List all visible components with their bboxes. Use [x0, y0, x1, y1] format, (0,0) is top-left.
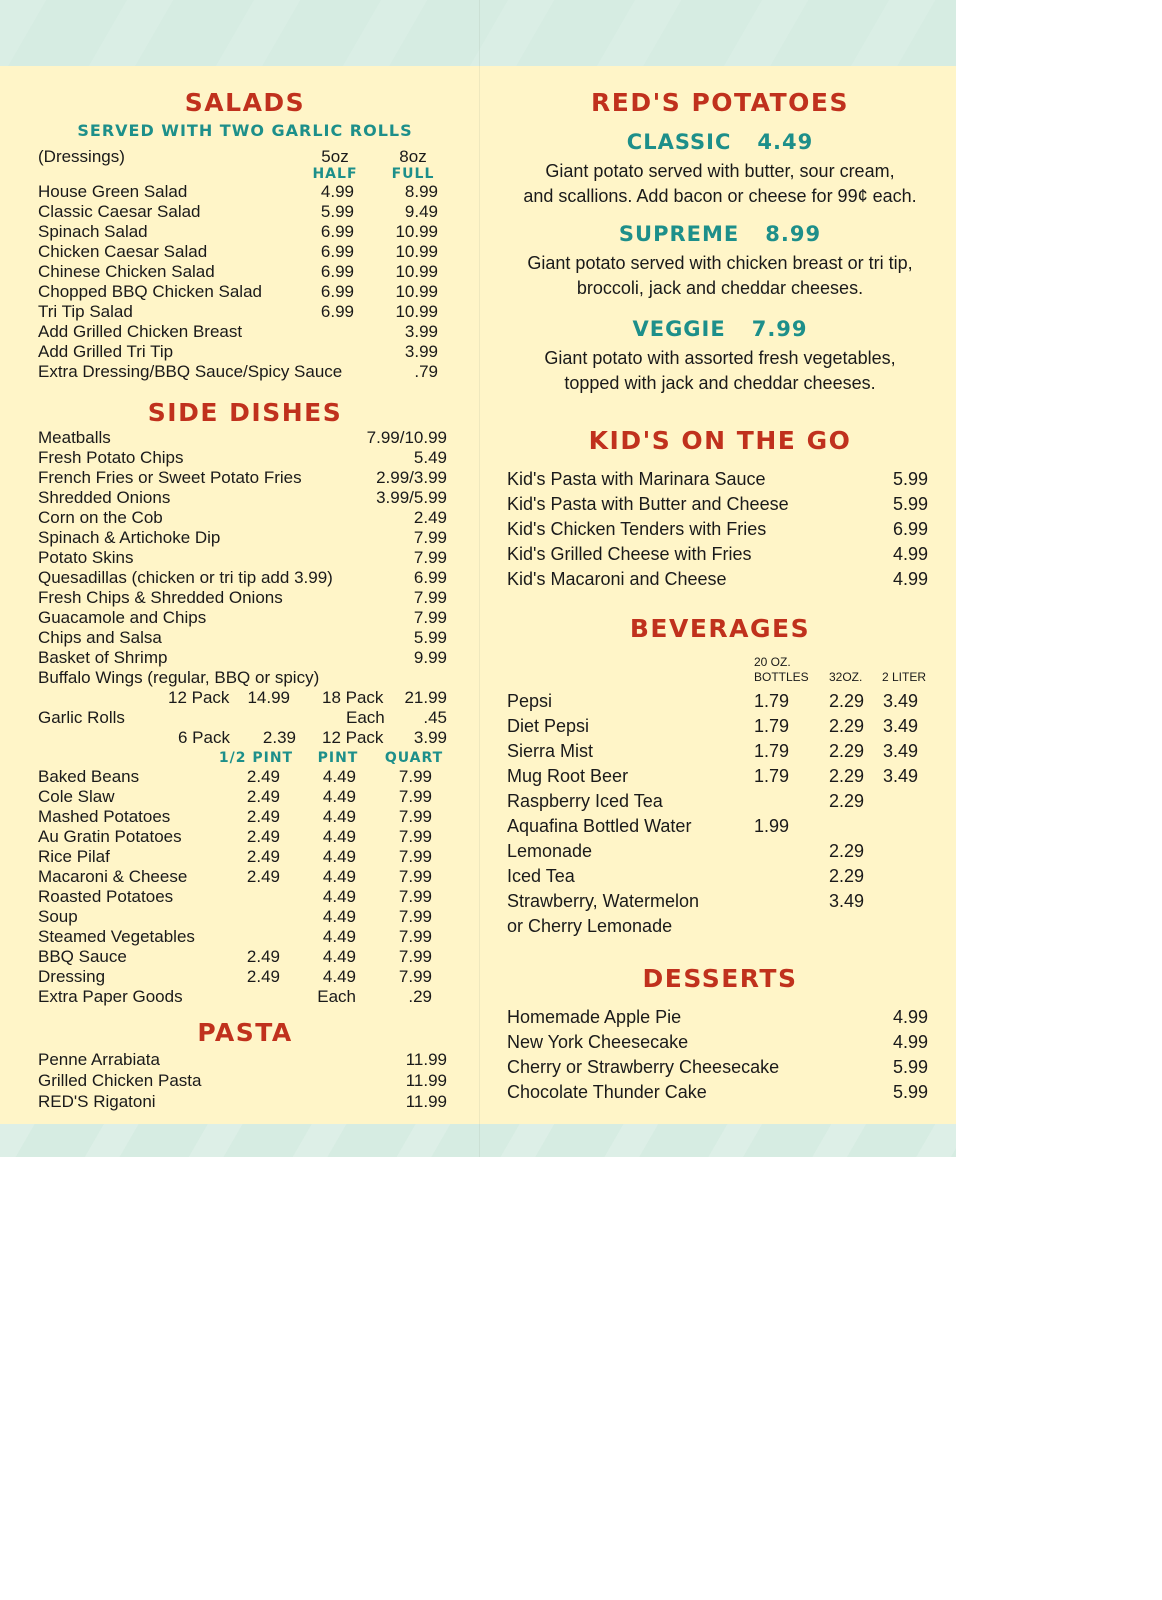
garlic-pack2-label: 12 Pack — [322, 728, 384, 747]
garlic-rolls-name: Garlic Rolls — [38, 708, 125, 727]
salad-item-name: Extra Dressing/BBQ Sauce/Spicy Sauce — [38, 362, 343, 381]
sized-side-name: Soup — [38, 907, 78, 926]
side-item-name: Guacamole and Chips — [38, 608, 207, 627]
sized-side-pint-price: Each — [317, 987, 356, 1006]
salads-subtitle: SERVED WITH TWO GARLIC ROLLS — [77, 121, 413, 140]
half-pint-header: 1/2 PINT — [218, 750, 294, 766]
sized-side-quart-price: 7.99 — [398, 947, 432, 966]
salad-item-full-price: 10.99 — [395, 302, 438, 321]
sized-side-half-pint-price: 2.49 — [246, 827, 280, 846]
beverage-2liter-price: 3.49 — [883, 716, 919, 736]
salad-item-full-price: .79 — [414, 362, 438, 381]
dessert-item-name: Chocolate Thunder Cake — [507, 1082, 707, 1102]
side-item-price: 6.99 — [413, 568, 447, 587]
dessert-item-price: 4.99 — [892, 1032, 928, 1052]
sized-side-quart-price: 7.99 — [398, 767, 432, 786]
bottles-header-line2: BOTTLES — [754, 670, 809, 684]
beverage-item-name: Iced Tea — [507, 866, 575, 886]
side-item-price: 5.49 — [413, 448, 447, 467]
beverage-32oz-price: 2.29 — [829, 716, 865, 736]
side-item-name: French Fries or Sweet Potato Fries — [38, 468, 302, 487]
potato-item-description-line1: Giant potato served with chicken breast or tri tip, — [527, 253, 913, 273]
sized-side-name: Dressing — [38, 967, 106, 986]
beverage-bottle-price: 1.99 — [754, 816, 790, 836]
sized-side-half-pint-price: 2.49 — [246, 807, 280, 826]
beverages-title: BEVERAGES — [629, 614, 811, 643]
side-item-price: 2.99/3.99 — [376, 468, 447, 487]
beverage-item-name: Sierra Mist — [507, 741, 594, 761]
sized-side-name: Roasted Potatoes — [38, 887, 174, 906]
quart-header: QUART — [384, 750, 444, 766]
kids-item-price: 6.99 — [892, 519, 928, 539]
salad-item-half-price: 6.99 — [320, 222, 354, 241]
potato-item-price: 4.49 — [757, 130, 814, 154]
salad-item-full-price: 8.99 — [404, 182, 438, 201]
buffalo-pack1-label: 12 Pack — [168, 688, 230, 707]
sized-side-half-pint-price: 2.49 — [246, 947, 280, 966]
potatoes-title: RED'S POTATOES — [591, 88, 849, 117]
beverage-32oz-price: 2.29 — [829, 691, 865, 711]
half-size-oz: 5oz — [321, 147, 349, 166]
beverage-item-name: Diet Pepsi — [507, 716, 590, 736]
side-item-name: Spinach & Artichoke Dip — [38, 528, 221, 547]
full-size-oz: 8oz — [399, 147, 427, 166]
sized-side-quart-price: 7.99 — [398, 847, 432, 866]
beverage-bottle-price: 1.79 — [754, 766, 790, 786]
pasta-item-name: Penne Arrabiata — [38, 1050, 160, 1069]
kids-item-price: 4.99 — [892, 569, 928, 589]
side-item-price: 3.99/5.99 — [376, 488, 447, 507]
side-item-price: 7.99 — [413, 548, 447, 567]
2liter-header: 2 LITER — [882, 670, 927, 684]
sized-side-name: Extra Paper Goods — [38, 987, 183, 1006]
pint-header: PINT — [317, 750, 359, 766]
sized-side-name: Rice Pilaf — [38, 847, 110, 866]
beverage-item-name: Aquafina Bottled Water — [507, 816, 692, 836]
sized-side-pint-price: 4.49 — [322, 807, 356, 826]
sized-side-pint-price: 4.49 — [322, 927, 356, 946]
beverage-32oz-price: 3.49 — [829, 891, 865, 911]
kids-item-name: Kid's Pasta with Butter and Cheese — [507, 494, 789, 514]
sized-side-name: Cole Slaw — [38, 787, 115, 806]
side-item-name: Fresh Potato Chips — [38, 448, 184, 467]
buffalo-pack2-label: 18 Pack — [322, 688, 384, 707]
beverage-item-name: Mug Root Beer — [507, 766, 629, 786]
salad-item-name: Spinach Salad — [38, 222, 148, 241]
side-item-name: Chips and Salsa — [38, 628, 162, 647]
pasta-item-price: 11.99 — [405, 1071, 447, 1090]
sized-side-name: Au Gratin Potatoes — [38, 827, 182, 846]
sized-side-pint-price: 4.49 — [322, 867, 356, 886]
potato-item-description-line2: broccoli, jack and cheddar cheeses. — [576, 278, 864, 298]
beverage-item-name: Strawberry, Watermelon — [507, 891, 700, 911]
sized-side-name: Macaroni & Cheese — [38, 867, 188, 886]
beverage-32oz-price: 2.29 — [829, 741, 865, 761]
dessert-item-name: Cherry or Strawberry Cheesecake — [507, 1057, 780, 1077]
salad-item-full-price: 10.99 — [395, 222, 438, 241]
desserts-title: DESSERTS — [642, 964, 798, 993]
garlic-pack1-price: 2.39 — [262, 728, 296, 747]
kids-item-name: Kid's Grilled Cheese with Fries — [507, 544, 752, 564]
salad-item-full-price: 10.99 — [395, 262, 438, 281]
beverage-item-name: Lemonade — [507, 841, 593, 861]
pasta-item-price: 11.99 — [405, 1050, 447, 1069]
full-label: FULL — [391, 166, 435, 182]
beverage-2liter-price: 3.49 — [883, 691, 919, 711]
beverage-32oz-price: 2.29 — [829, 791, 865, 811]
sized-side-pint-price: 4.49 — [322, 907, 356, 926]
side-item-price: 7.99 — [413, 588, 447, 607]
side-item-price: 7.99 — [413, 608, 447, 627]
potato-item-description-line1: Giant potato with assorted fresh vegetables, — [544, 348, 896, 368]
beverage-2liter-price: 3.49 — [883, 766, 919, 786]
potato-item-description-line2: topped with jack and cheddar cheeses. — [564, 373, 876, 393]
beverage-32oz-price: 2.29 — [829, 841, 865, 861]
side-item-name: Quesadillas (chicken or tri tip add 3.99) — [38, 568, 333, 587]
sized-side-quart-price: 7.99 — [398, 967, 432, 986]
salad-item-full-price: 3.99 — [404, 342, 438, 361]
garlic-each-label: Each — [346, 708, 385, 727]
sized-side-half-pint-price: 2.49 — [246, 787, 280, 806]
sized-side-half-pint-price: 2.49 — [246, 847, 280, 866]
sized-side-quart-price: 7.99 — [398, 927, 432, 946]
sized-side-quart-price: .29 — [408, 987, 432, 1006]
salad-item-name: Classic Caesar Salad — [38, 202, 201, 221]
sized-side-pint-price: 4.49 — [322, 767, 356, 786]
sized-side-name: Baked Beans — [38, 767, 140, 786]
bottles-header-line1: 20 OZ. — [754, 655, 791, 669]
salad-item-half-price: 6.99 — [320, 262, 354, 281]
sized-side-half-pint-price: 2.49 — [246, 867, 280, 886]
salads-title: SALADS — [184, 88, 306, 117]
potato-item-header — [520, 222, 920, 246]
dessert-item-name: New York Cheesecake — [507, 1032, 689, 1052]
sized-side-pint-price: 4.49 — [322, 947, 356, 966]
kids-item-price: 4.99 — [892, 544, 928, 564]
salad-item-half-price: 5.99 — [320, 202, 354, 221]
potato-item-header — [520, 317, 920, 341]
buffalo-pack1-price: 14.99 — [247, 688, 290, 707]
sized-side-pint-price: 4.49 — [322, 827, 356, 846]
salad-item-half-price: 6.99 — [320, 242, 354, 261]
potato-item-price: 8.99 — [765, 222, 822, 246]
garlic-each-price: .45 — [423, 708, 447, 727]
salad-item-full-price: 3.99 — [404, 322, 438, 341]
sized-side-pint-price: 4.49 — [322, 847, 356, 866]
kids-item-name: Kid's Macaroni and Cheese — [507, 569, 727, 589]
sized-side-quart-price: 7.99 — [398, 867, 432, 886]
side-item-price: 7.99/10.99 — [366, 428, 447, 447]
salad-item-name: Chopped BBQ Chicken Salad — [38, 282, 262, 301]
salad-item-name: House Green Salad — [38, 182, 188, 201]
beverage-32oz-price: 2.29 — [829, 866, 865, 886]
pasta-item-name: RED'S Rigatoni — [38, 1092, 156, 1111]
side-item-price: 5.99 — [413, 628, 447, 647]
beverage-bottle-price: 1.79 — [754, 741, 790, 761]
sized-side-quart-price: 7.99 — [398, 887, 432, 906]
salad-item-half-price: 6.99 — [320, 282, 354, 301]
salad-item-name: Chicken Caesar Salad — [38, 242, 208, 261]
side-item-price: 2.49 — [413, 508, 447, 527]
potato-item-name: CLASSIC — [626, 130, 732, 154]
beverage-item-name: Raspberry Iced Tea — [507, 791, 663, 811]
garlic-pack2-price: 3.99 — [413, 728, 447, 747]
sized-side-pint-price: 4.49 — [322, 887, 356, 906]
sized-side-quart-price: 7.99 — [398, 807, 432, 826]
dessert-item-price: 5.99 — [892, 1082, 928, 1102]
beverage-bottle-price: 1.79 — [754, 691, 790, 711]
side-item-name: Meatballs — [38, 428, 111, 447]
potato-item-name: VEGGIE — [632, 317, 726, 341]
side-item-name: Corn on the Cob — [38, 508, 163, 527]
dessert-item-name: Homemade Apple Pie — [507, 1007, 682, 1027]
sized-side-quart-price: 7.99 — [398, 787, 432, 806]
32oz-header: 32OZ. — [829, 670, 863, 684]
beverage-bottle-price: 1.79 — [754, 716, 790, 736]
beverage-32oz-price: 2.29 — [829, 766, 865, 786]
sized-side-half-pint-price: 2.49 — [246, 767, 280, 786]
salad-item-half-price: 4.99 — [320, 182, 354, 201]
salad-item-full-price: 10.99 — [395, 242, 438, 261]
potato-item-description-line1: Giant potato served with butter, sour cream, — [545, 161, 895, 181]
kids-item-price: 5.99 — [892, 469, 928, 489]
side-item-name: Potato Skins — [38, 548, 134, 567]
garlic-pack1-label: 6 Pack — [178, 728, 230, 747]
sized-side-pint-price: 4.49 — [322, 787, 356, 806]
dressings-label: (Dressings) — [38, 147, 125, 166]
kids-item-price: 5.99 — [892, 494, 928, 514]
sized-side-name: Mashed Potatoes — [38, 807, 171, 826]
beverage-item-name: or Cherry Lemonade — [507, 916, 673, 936]
potato-item-description-line2: and scallions. Add bacon or cheese for 99¢ each. — [523, 186, 917, 206]
kids-title: KID'S ON THE GO — [588, 426, 852, 455]
salad-item-full-price: 9.49 — [404, 202, 438, 221]
pasta-title: PASTA — [197, 1018, 293, 1047]
potato-item-name: SUPREME — [618, 222, 740, 246]
beverage-2liter-price: 3.49 — [883, 741, 919, 761]
salad-item-half-price: 6.99 — [320, 302, 354, 321]
salad-item-name: Add Grilled Tri Tip — [38, 342, 174, 361]
side-dishes-title: SIDE DISHES — [147, 398, 343, 427]
side-item-price: 9.99 — [413, 648, 447, 667]
beverage-item-name: Pepsi — [507, 691, 553, 711]
side-item-price: 7.99 — [413, 528, 447, 547]
side-item-name: Basket of Shrimp — [38, 648, 168, 667]
kids-item-name: Kid's Chicken Tenders with Fries — [507, 519, 767, 539]
salad-item-name: Tri Tip Salad — [38, 302, 133, 321]
sized-side-name: BBQ Sauce — [38, 947, 127, 966]
salad-item-full-price: 10.99 — [395, 282, 438, 301]
side-item-name: Shredded Onions — [38, 488, 171, 507]
buffalo-pack2-price: 21.99 — [404, 688, 447, 707]
salad-item-name: Add Grilled Chicken Breast — [38, 322, 243, 341]
sized-side-quart-price: 7.99 — [398, 827, 432, 846]
buffalo-wings-name: Buffalo Wings (regular, BBQ or spicy) — [38, 668, 320, 687]
sized-side-pint-price: 4.49 — [322, 967, 356, 986]
side-item-name: Fresh Chips & Shredded Onions — [38, 588, 283, 607]
pasta-item-name: Grilled Chicken Pasta — [38, 1071, 202, 1090]
dessert-item-price: 4.99 — [892, 1007, 928, 1027]
half-label: HALF — [312, 166, 358, 182]
page-fold — [479, 0, 480, 1157]
potato-item-header — [520, 130, 920, 154]
sized-side-half-pint-price: 2.49 — [246, 967, 280, 986]
pasta-item-price: 11.99 — [405, 1092, 447, 1111]
potato-item-price: 7.99 — [751, 317, 808, 341]
sized-side-name: Steamed Vegetables — [38, 927, 195, 946]
dessert-item-price: 5.99 — [892, 1057, 928, 1077]
sized-side-quart-price: 7.99 — [398, 907, 432, 926]
kids-item-name: Kid's Pasta with Marinara Sauce — [507, 469, 766, 489]
salad-item-name: Chinese Chicken Salad — [38, 262, 215, 281]
